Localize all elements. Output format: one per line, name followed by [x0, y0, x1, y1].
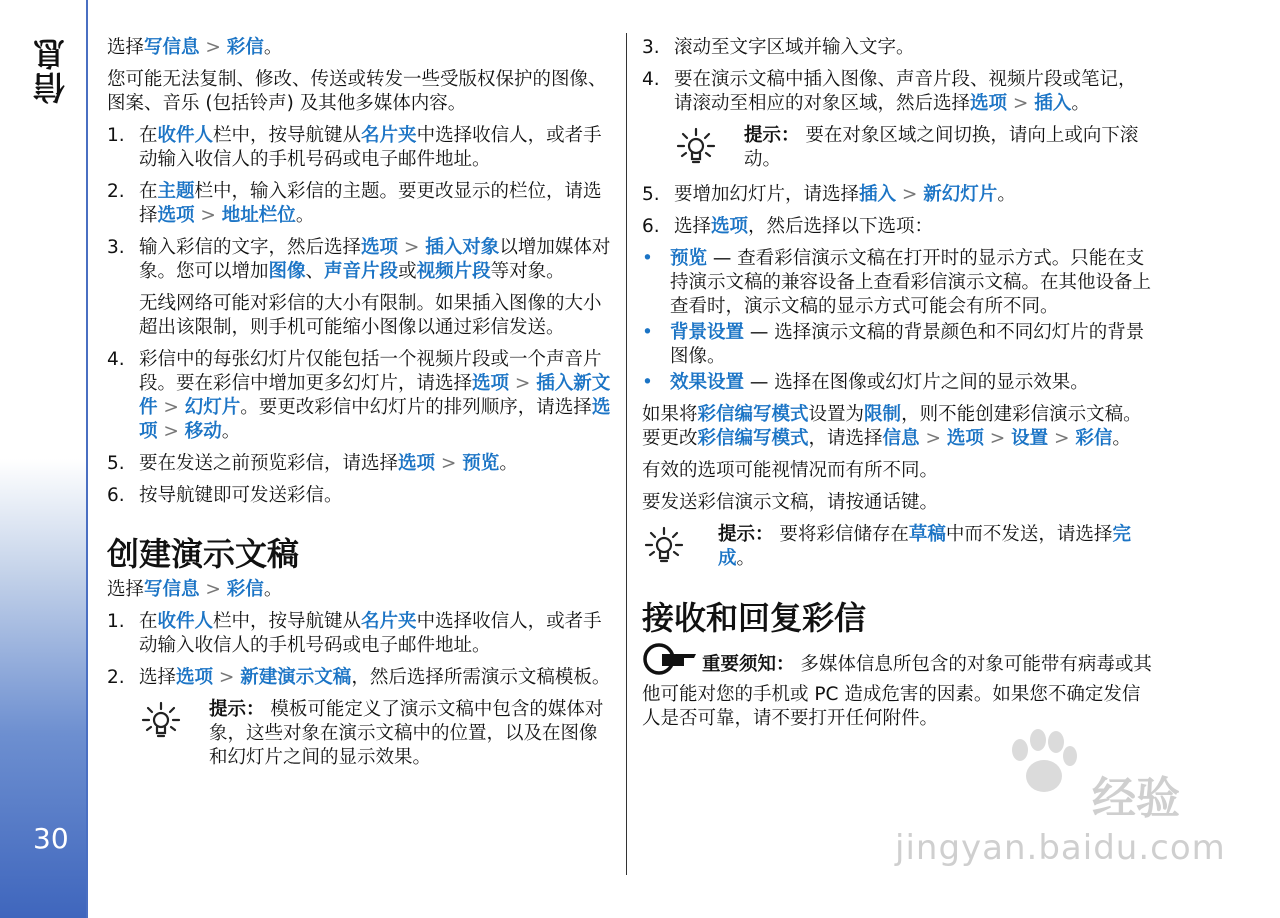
watermark-logo: 经验 — [1092, 773, 1180, 824]
page-number: 30 — [33, 822, 69, 855]
tip-box: 提示： 模板可能定义了演示文稿中包含的媒体对象，这些对象在演示文稿中的位置，以及在图像和幻灯片之间的显示效果。 — [139, 698, 615, 770]
list-item: 5. 要增加幻灯片，请选择插入 > 新幻灯片。 — [642, 184, 1016, 205]
list-item: 3. 滚动至文字区域并输入文字。 — [642, 37, 915, 58]
section-heading: 接收和回复彩信 — [642, 599, 867, 637]
watermark-url: jingyan.baidu.com — [895, 828, 1226, 868]
list-item: 3. 输入彩信的文字，然后选择选项 > 插入对象以增加媒体对象。您可以增加图像、声音片段或视频片段等对象。 — [107, 237, 611, 282]
lightbulb-icon — [642, 523, 718, 572]
menu-path: 选择写信息 > 彩信。 — [107, 37, 283, 58]
bullet-item: • 预览 — 查看彩信演示文稿在打开时的显示方式。只能在支持演示文稿的兼容设备上查看彩信演示文稿。在其他设备上查看时，演示文稿的显示方式可能会有所不同。 — [642, 248, 1152, 317]
paragraph: 要发送彩信演示文稿，请按通话键。 — [642, 492, 939, 513]
sidebar-border — [86, 0, 88, 918]
list-item: 1. 在收件人栏中，按导航键从名片夹中选择收信人，或者手动输入收信人的手机号码或电子邮件地址。 — [107, 125, 602, 170]
list-item: 2. 在主题栏中，输入彩信的主题。要更改显示的栏位，请选择选项 > 地址栏位。 — [107, 181, 602, 226]
lightbulb-icon — [139, 698, 209, 770]
important-note: 重要须知： 多媒体信息所包含的对象可能带有病毒或其他可能对您的手机或 PC 造成危害的因素。如果您不确定发信人是否可靠，请不要打开任何附件。 — [642, 642, 1154, 731]
list-item: 4. 要在演示文稿中插入图像、声音片段、视频片段或笔记，请滚动至相应的对象区域，然后选择选项 > 插入。 — [642, 69, 1137, 114]
list-item: 6. 选择选项，然后选择以下选项： — [642, 216, 934, 237]
sidebar — [0, 0, 88, 918]
paragraph: 有效的选项可能视情况而有所不同。 — [642, 460, 939, 481]
column-divider — [626, 33, 627, 875]
list-item-note: 无线网络可能对彩信的大小有限制。如果插入图像的大小超出该限制，则手机可能缩小图像以通过彩信发送。 — [139, 293, 602, 338]
bullet-item: • 效果设置 — 选择在图像或幻灯片之间的显示效果。 — [642, 372, 1089, 393]
lightbulb-icon — [674, 124, 744, 173]
watermark-paw-icon — [1000, 728, 1090, 802]
list-item: 2. 选择选项 > 新建演示文稿，然后选择所需演示文稿模板。 — [107, 667, 611, 688]
menu-path: 选择写信息 > 彩信。 — [107, 579, 283, 600]
paragraph: 如果将彩信编写模式设置为限制，则不能创建彩信演示文稿。要更改彩信编写模式，请选择信息 > 选项 > 设置 > 彩信。 — [642, 404, 1142, 449]
left-column — [107, 36, 615, 780]
copyright-note: 您可能无法复制、修改、传送或转发一些受版权保护的图像、图案、音乐 (包括铃声) 及其他多媒体内容。 — [107, 69, 607, 114]
warning-hand-icon — [642, 642, 700, 683]
list-item: 5. 要在发送之前预览彩信，请选择选项 > 预览。 — [107, 453, 518, 474]
list-item: 4. 彩信中的每张幻灯片仅能包括一个视频片段或一个声音片段。要在彩信中增加更多幻灯片，请选择选项 > 插入新文件 > 幻灯片。要更改彩信中幻灯片的排列顺序，请选择选项 > 移动。 — [107, 349, 611, 442]
bullet-item: • 背景设置 — 选择演示文稿的背景颜色和不同幻灯片的背景图像。 — [642, 322, 1145, 367]
tip-box: 提示： 要将彩信储存在草稿中而不发送，请选择完成。 — [642, 523, 1154, 572]
list-item: 1. 在收件人栏中，按导航键从名片夹中选择收信人，或者手动输入收信人的手机号码或电子邮件地址。 — [107, 611, 602, 656]
section-heading: 创建演示文稿 — [107, 535, 300, 573]
right-column — [642, 36, 1154, 731]
list-item: 6. 按导航键即可发送彩信。 — [107, 485, 343, 506]
section-title: 信息 — [32, 36, 70, 104]
tip-box: 提示： 要在对象区域之间切换，请向上或向下滚动。 — [674, 124, 1154, 173]
